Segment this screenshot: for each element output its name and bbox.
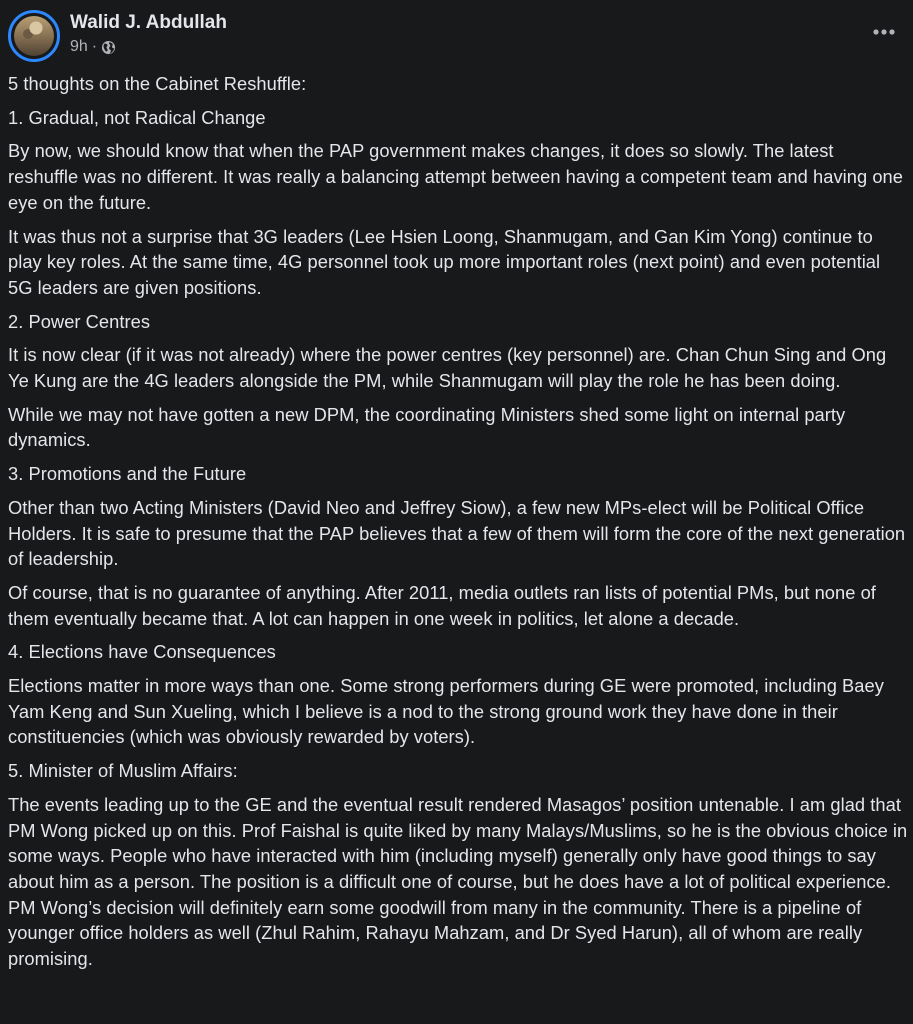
post-paragraph: 3. Promotions and the Future	[8, 463, 247, 485]
globe-icon[interactable]	[101, 40, 116, 55]
author-name[interactable]: Walid J. Abdullah	[70, 12, 227, 33]
post-paragraph: 1. Gradual, not Radical Change	[8, 106, 266, 128]
avatar-photo	[14, 16, 54, 56]
more-horizontal-icon	[872, 23, 896, 41]
avatar[interactable]	[8, 10, 60, 62]
post-paragraph: 5 thoughts on the Cabinet Reshuffle:	[8, 73, 307, 94]
post-paragraph: 5. Minister of Muslim Affairs:	[8, 760, 238, 782]
post-paragraph: The events leading up to the GE and the eventual result rendered Masagos’ position untenable. I am glad that PM Wong picked up on this. Prof Faishal is quite liked by many Malays/Muslims, so he is the obvious choice in some ways. People who have interacted with him (including myself) generally only have good things to say about him as a person. The position is a difficult one of course, but he does have a lot of political experience. PM Wong’s decision will definitely earn some goodwill from many in the community. There is a pipeline of younger office holders as well (Zhul Rahim, Rahayu Mahzam, and Dr Syed Harun), all of whom are really promising.	[8, 793, 908, 970]
more-options-button[interactable]	[867, 16, 901, 48]
post-timestamp[interactable]: 9h	[70, 38, 88, 55]
post-paragraph: It is now clear (if it was not already) where the power centres (key personnel) are. Chan Chun Sing and Ong Ye Kung are the 4G leaders alongside the PM, while Shanmugam will play the role he has been doing.	[8, 344, 887, 392]
post-paragraph: While we may not have gotten a new DPM, the coordinating Ministers shed some light on internal party dynamics.	[8, 403, 846, 451]
post-paragraph: Of course, that is no guarantee of anything. After 2011, media outlets ran lists of potential PMs, but none of them eventually became that. A lot can happen in one week in politics, let alone a decade.	[8, 581, 876, 629]
post-header	[8, 10, 905, 62]
post-meta	[70, 38, 116, 56]
meta-separator: ·	[91, 38, 98, 55]
post-paragraph: Elections matter in more ways than one. Some strong performers during GE were promoted, including Baey Yam Keng and Sun Xueling, which I believe is a nod to the strong ground work they have done in their constituencies (which was obviously rewarded by voters).	[8, 675, 884, 748]
post-paragraph: By now, we should know that when the PAP government makes changes, it does so slowly. The latest reshuffle was no different. It was really a balancing attempt between having a competent team and having one eye on the future.	[8, 140, 903, 213]
post-paragraph: Other than two Acting Ministers (David Neo and Jeffrey Siow), a few new MPs-elect will be Political Office Holders. It is safe to presume that the PAP believes that a few of them will form the core of the next generation of leadership.	[8, 496, 906, 570]
post-paragraph: 4. Elections have Consequences	[8, 641, 276, 663]
post-paragraph: 2. Power Centres	[8, 310, 151, 332]
post-text	[8, 71, 908, 980]
post-paragraph: It was thus not a surprise that 3G leaders (Lee Hsien Loong, Shanmugam, and Gan Kim Yong) continue to play key roles. At the same time, 4G personnel took up more important roles (next point) and even potential 5G leaders are given positions.	[8, 225, 881, 298]
